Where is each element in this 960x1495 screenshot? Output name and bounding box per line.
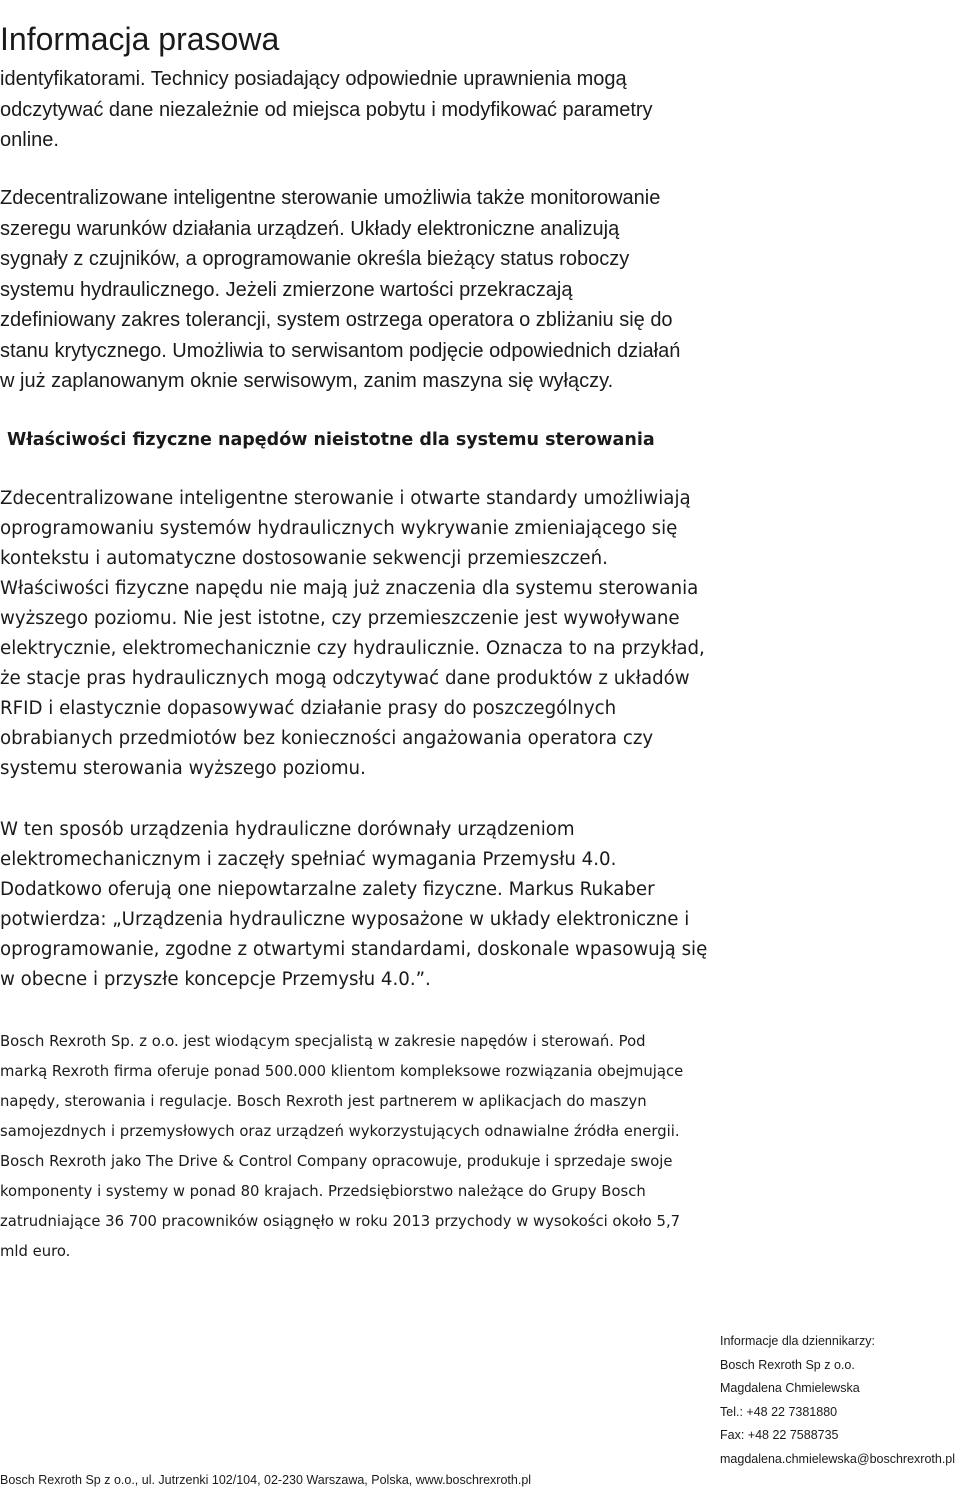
contact-heading: Informacje dla dziennikarzy:: [720, 1334, 875, 1348]
paragraph-line: systemu hydraulicznego. Jeżeli zmierzone wartości przekraczają: [0, 278, 573, 301]
paragraph-line: elektrycznie, elektromechanicznie czy hydraulicznie. Oznacza to na przykład,: [0, 638, 705, 659]
paragraph-line: zatrudniające 36 700 pracowników osiągnęło w roku 2013 przychody w wysokości około 5,7: [0, 1213, 681, 1230]
paragraph-line: że stacje pras hydraulicznych mogą odczytywać dane produktów z układów: [0, 668, 690, 689]
company-boilerplate: [0, 1027, 760, 1267]
paragraph-line: marką Rexroth firma oferuje ponad 500.000 klientom kompleksowe rozwiązania obejmujące: [0, 1063, 684, 1080]
paragraph-intro: [0, 64, 740, 156]
paragraph-monitoring: [0, 183, 740, 397]
paragraph-line: Bosch Rexroth Sp. z o.o. jest wiodącym specjalistą w zakresie napędów i sterowań. Pod: [0, 1033, 646, 1050]
section-heading: Właściwości fizyczne napędów nieistotne dla systemu sterowania: [7, 430, 655, 450]
paragraph-line: w już zaplanowanym oknie serwisowym, zanim maszyna się wyłączy.: [0, 370, 614, 392]
paragraph-line: W ten sposób urządzenia hydrauliczne dorównały urządzeniom: [0, 819, 575, 840]
paragraph-line: identyfikatorami. Technicy posiadający odpowiednie uprawnienia mogą: [0, 68, 627, 90]
paragraph-line: mld euro.: [0, 1243, 71, 1260]
paragraph-line: oprogramowaniu systemów hydraulicznych wykrywanie zmieniającego się: [0, 518, 678, 539]
paragraph-line: samojezdnych i przemysłowych oraz urządzeń wykorzystujących odnawialne źródła energii.: [0, 1123, 680, 1140]
paragraph-line: Zdecentralizowane inteligentne sterowanie i otwarte standardy umożliwiają: [0, 488, 691, 509]
paragraph-line: stanu krytycznego. Umożliwia to serwisantom podjęcie odpowiednich działań: [0, 339, 681, 362]
footer-address: Bosch Rexroth Sp z o.o., ul. Jutrzenki 102/104, 02-230 Warszawa, Polska, www.boschrexroth.pl: [0, 1473, 532, 1487]
paragraph-line: Zdecentralizowane inteligentne sterowanie umożliwia także monitorowanie: [0, 187, 661, 209]
contact-person: Magdalena Chmielewska: [720, 1381, 860, 1395]
paragraph-line: Dodatkowo oferują one niepowtarzalne zalety fizyczne. Markus Rukaber: [0, 879, 655, 900]
contact-email-link[interactable]: magdalena.chmielewska@boschrexroth.pl: [720, 1451, 956, 1466]
paragraph-line: oprogramowanie, zgodne z otwartymi standardami, doskonale wpasowują się: [0, 939, 708, 960]
paragraph-line: online.: [0, 129, 59, 151]
paragraph-line: Bosch Rexroth jako The Drive & Control Company opracowuje, produkuje i sprzedaje swoje: [0, 1153, 673, 1170]
contact-phone: Tel.: +48 22 7381880: [720, 1404, 838, 1419]
paragraph-line: elektromechanicznym i zaczęły spełniać wymagania Przemysłu 4.0.: [0, 849, 617, 870]
paragraph-line: w obecne i przyszłe koncepcje Przemysłu 4.0.”.: [0, 969, 431, 990]
page-title: Informacja prasowa: [0, 21, 280, 58]
paragraph-line: napędy, sterowania i regulacje. Bosch Rexroth jest partnerem w aplikacjach do maszyn: [0, 1093, 647, 1110]
paragraph-physical-properties: [0, 484, 760, 784]
paragraph-line: systemu sterowania wyższego poziomu.: [0, 758, 366, 779]
paragraph-line: szeregu warunków działania urządzeń. Układy elektroniczne analizują: [0, 217, 620, 240]
contact-fax: Fax: +48 22 7588735: [720, 1428, 839, 1442]
paragraph-line: komponenty i systemy w ponad 80 krajach. Przedsiębiorstwo należące do Grupy Bosch: [0, 1183, 646, 1200]
paragraph-line: zdefiniowany zakres tolerancji, system ostrzega operatora o zbliżaniu się do: [0, 309, 673, 331]
paragraph-line: Właściwości fizyczne napędu nie mają już znaczenia dla systemu sterowania: [0, 578, 699, 599]
contact-company: Bosch Rexroth Sp z o.o.: [720, 1357, 855, 1372]
paragraph-industry-40: [0, 815, 760, 995]
paragraph-line: obrabianych przedmiotów bez konieczności angażowania operatora czy: [0, 728, 654, 749]
press-contact: [720, 1330, 955, 1471]
paragraph-line: RFID i elastycznie dopasowywać działanie prasy do poszczególnych: [0, 698, 617, 719]
paragraph-line: odczytywać dane niezależnie od miejsca pobytu i modyfikować parametry: [0, 98, 653, 121]
paragraph-line: kontekstu i automatyczne dostosowanie sekwencji przemieszczeń.: [0, 548, 608, 569]
paragraph-line: potwierdza: „Urządzenia hydrauliczne wyposażone w układy elektroniczne i: [0, 909, 690, 930]
paragraph-line: wyższego poziomu. Nie jest istotne, czy przemieszczenie jest wywoływane: [0, 608, 680, 629]
paragraph-line: sygnały z czujników, a oprogramowanie określa bieżący status roboczy: [0, 248, 630, 270]
